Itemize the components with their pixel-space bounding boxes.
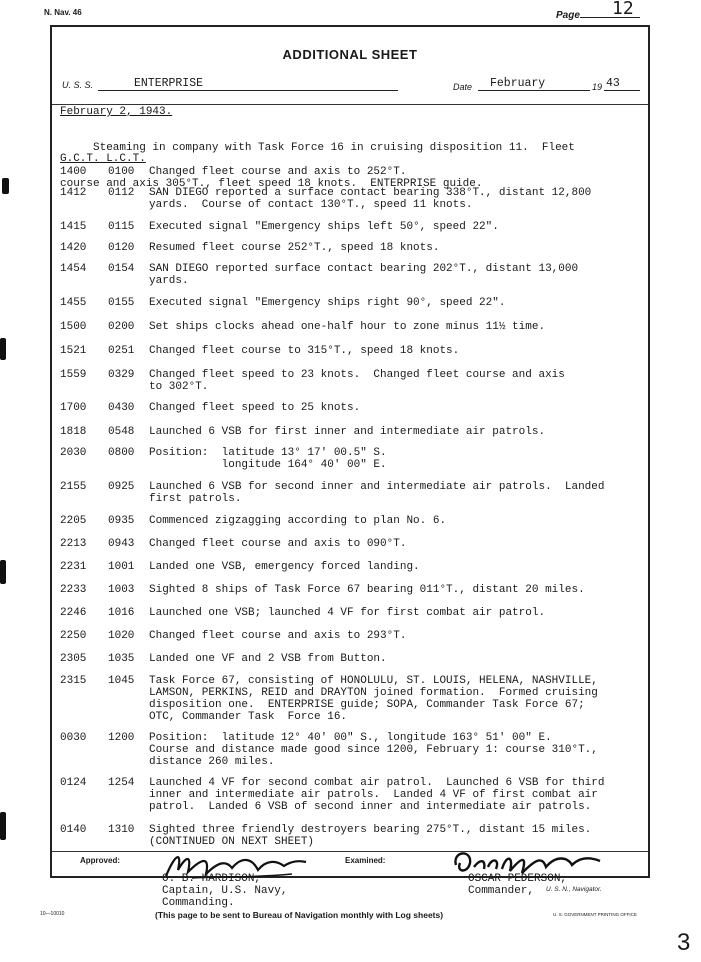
lct-time: 0548	[108, 426, 135, 438]
gct-time: 1559	[60, 369, 87, 381]
gct-time: 0140	[60, 824, 87, 836]
page-label: Page	[556, 10, 580, 21]
date-month: February	[490, 77, 546, 90]
lct-time: 1020	[108, 630, 135, 642]
gct-time: 2315	[60, 675, 87, 687]
gct-time: 0030	[60, 732, 87, 744]
page-number: 12	[612, 0, 634, 19]
approver-role: Commanding.	[162, 897, 235, 909]
entry-text	[149, 369, 565, 393]
entry-text	[149, 481, 604, 505]
entry-text	[149, 263, 578, 287]
approver-block	[162, 873, 287, 909]
entry-line: Set ships clocks ahead one-half hour to zone minus 11½ time.	[149, 321, 546, 333]
lct-time: 0155	[108, 297, 135, 309]
lct-time: 1035	[108, 653, 135, 665]
examiner-rank-suffix: U. S. N., Navigator.	[546, 886, 602, 893]
lct-time: 1254	[108, 777, 135, 789]
entry-text	[149, 675, 598, 723]
entry-text	[149, 447, 387, 471]
ship-label: U. S. S.	[62, 80, 94, 90]
entry-text	[149, 607, 545, 619]
gct-time: 1412	[60, 187, 87, 199]
gct-time: 1415	[60, 221, 87, 233]
examiner-name: OSCAR PEDERSON,	[468, 873, 568, 885]
entry-text	[149, 561, 420, 573]
entry-text	[149, 321, 545, 333]
entry-line: Changed fleet course and axis to 090°T.	[149, 538, 407, 550]
entry-line: longitude 164° 40' 00" E.	[149, 459, 387, 471]
gct-time: 2250	[60, 630, 87, 642]
entry-line: LAMSON, PERKINS, REID and DRAYTON joined formation. Formed cruising	[149, 687, 598, 699]
intro-line: course and axis 305°T., fleet speed 18 knots. ENTERPRISE guide.	[60, 178, 483, 190]
lct-time: 1016	[108, 607, 135, 619]
entry-line: Launched 4 VF for second combat air patrol. Launched 6 VSB for third	[149, 777, 605, 789]
date-label: Date	[453, 82, 473, 92]
gct-time: 1521	[60, 345, 87, 357]
year-suffix: 43	[606, 77, 620, 90]
gct-time: 2030	[60, 447, 87, 459]
entry-line: disposition one. ENTERPRISE guide; SOPA, Commander Task Force 67;	[149, 699, 585, 711]
lct-time: 0935	[108, 515, 135, 527]
entry-line: Resumed fleet course 252°T., speed 18 knots.	[149, 242, 440, 254]
sheet-title: ADDITIONAL SHEET	[282, 47, 418, 62]
entry-line: patrol. Landed 6 VSB of second inner and intermediate air patrols.	[149, 801, 592, 813]
gct-time: 2231	[60, 561, 87, 573]
entry-line: yards. Course of contact 130°T., speed 11 knots.	[149, 199, 473, 211]
lct-time: 0100	[108, 166, 135, 178]
binding-mark	[2, 178, 9, 194]
lct-time: 0800	[108, 447, 135, 459]
entry-text	[149, 426, 545, 438]
year-prefix: 19	[592, 82, 603, 92]
entry-line: Commenced zigzagging according to plan No. 6.	[149, 515, 447, 527]
entry-line: Changed fleet course and axis to 293°T.	[149, 630, 407, 642]
examined-label: Examined:	[345, 856, 386, 865]
entry-text	[149, 297, 505, 309]
column-headers	[60, 153, 146, 165]
gct-time: 2155	[60, 481, 87, 493]
gct-time: 1455	[60, 297, 87, 309]
entry-line: OTC, Commander Task Force 16.	[149, 711, 348, 723]
entry-line: Landed one VSB, emergency forced landing.	[149, 561, 420, 573]
lct-time: 0251	[108, 345, 135, 357]
entry-text	[149, 402, 360, 414]
log-date-heading: February 2, 1943.	[60, 106, 173, 118]
year-line	[604, 90, 640, 91]
entry-line: inner and intermediate air patrols. Landed 4 VF of first combat air	[149, 789, 598, 801]
entry-line: Changed fleet course to 315°T., speed 18 knots.	[149, 345, 460, 357]
footer-form-code: 10—10010	[40, 911, 65, 917]
entry-line: Changed fleet speed to 25 knots.	[149, 402, 361, 414]
entry-line: Launched 6 VSB for second inner and intermediate air patrols. Landed	[149, 481, 605, 493]
entry-line: (CONTINUED ON NEXT SHEET)	[149, 836, 315, 848]
entry-line: SAN DIEGO reported a surface contact bearing 338°T., distant 12,800	[149, 187, 592, 199]
entry-line: Launched one VSB; launched 4 VF for first combat air patrol.	[149, 607, 546, 619]
entry-text	[149, 653, 387, 665]
gct-time: 2205	[60, 515, 87, 527]
binding-mark	[0, 560, 6, 584]
gct-time: 1818	[60, 426, 87, 438]
entry-text	[149, 345, 459, 357]
corner-number: 3	[677, 929, 691, 956]
footer-note: (This page to be sent to Bureau of Navigation monthly with Log sheets)	[155, 910, 444, 920]
entry-text	[149, 732, 598, 768]
lct-time: 0112	[108, 187, 135, 199]
examiner-block	[468, 873, 567, 897]
gct-time: 0124	[60, 777, 87, 789]
gct-time: 1454	[60, 263, 87, 275]
lct-time: 0430	[108, 402, 135, 414]
entry-line: Executed signal "Emergency ships left 50°, speed 22".	[149, 221, 499, 233]
entry-line: distance 260 miles.	[149, 756, 275, 768]
date-line	[478, 90, 590, 91]
approved-label: Approved:	[80, 856, 120, 865]
entry-line: first patrols.	[149, 493, 242, 505]
entry-text	[149, 584, 585, 596]
header-rule	[52, 104, 648, 105]
entry-line: Position: latitude 12° 40' 00" S., longitude 163° 51' 00" E.	[149, 732, 552, 744]
entry-line: Task Force 67, consisting of HONOLULU, ST. LOUIS, HELENA, NASHVILLE,	[149, 675, 598, 687]
lct-time: 0925	[108, 481, 135, 493]
entry-line: to 302°T.	[149, 381, 209, 393]
entry-text	[149, 242, 439, 254]
entry-text	[149, 630, 406, 642]
entry-text	[149, 221, 499, 233]
gct-time: 2213	[60, 538, 87, 550]
binding-mark	[0, 812, 6, 840]
lct-time: 0115	[108, 221, 135, 233]
entry-line: Executed signal "Emergency ships right 90°, speed 22".	[149, 297, 506, 309]
examiner-rank: Commander,	[468, 885, 535, 897]
entry-line: yards.	[149, 275, 189, 287]
entry-line: Changed fleet course and axis to 252°T.	[149, 166, 407, 178]
gct-time: 1500	[60, 321, 87, 333]
printer-note: U. S. GOVERNMENT PRINTING OFFICE	[553, 912, 637, 917]
lct-time: 0943	[108, 538, 135, 550]
entry-text	[149, 515, 446, 527]
entry-text	[149, 777, 604, 813]
gct-time: 2246	[60, 607, 87, 619]
entry-line: Sighted three friendly destroyers bearing 275°T., distant 15 miles.	[149, 824, 592, 836]
approver-rank: Captain, U.S. Navy,	[162, 885, 288, 897]
gct-time: 2305	[60, 653, 87, 665]
gct-time: 1400	[60, 166, 87, 178]
lct-time: 1003	[108, 584, 135, 596]
lct-time: 1200	[108, 732, 135, 744]
lct-time: 0120	[108, 242, 135, 254]
lct-time: 1001	[108, 561, 135, 573]
lct-time: 0329	[108, 369, 135, 381]
gct-time: 1420	[60, 242, 87, 254]
lct-time: 1310	[108, 824, 135, 836]
entry-line: Position: latitude 13° 17' 00.5" S.	[149, 447, 387, 459]
entry-line: SAN DIEGO reported surface contact bearing 202°T., distant 13,000	[149, 263, 579, 275]
entry-line: Sighted 8 ships of Task Force 67 bearing 011°T., distant 20 miles.	[149, 584, 585, 596]
ship-name: ENTERPRISE	[134, 77, 204, 90]
lct-time: 0200	[108, 321, 135, 333]
form-number: N. Nav. 46	[44, 8, 82, 17]
intro-line: Steaming in company with Task Force 16 in cruising disposition 11. Fleet	[60, 142, 575, 154]
entry-text	[149, 538, 406, 550]
column-headers-text: G.C.T. L.C.T.	[60, 153, 146, 165]
entry-line: Launched 6 VSB for first inner and intermediate air patrols.	[149, 426, 546, 438]
entry-text	[149, 187, 591, 211]
entry-line: Changed fleet speed to 23 knots. Changed fleet course and axis	[149, 369, 565, 381]
entry-line: Landed one VF and 2 VSB from Button.	[149, 653, 387, 665]
approver-name: O. B. HARDISON,	[162, 873, 262, 885]
entry-text	[149, 166, 406, 178]
ship-line	[98, 90, 398, 91]
lct-time: 1045	[108, 675, 135, 687]
binding-mark	[0, 338, 6, 360]
gct-time: 2233	[60, 584, 87, 596]
lct-time: 0154	[108, 263, 135, 275]
entry-line: Course and distance made good since 1200, February 1: course 310°T.,	[149, 744, 598, 756]
gct-time: 1700	[60, 402, 87, 414]
